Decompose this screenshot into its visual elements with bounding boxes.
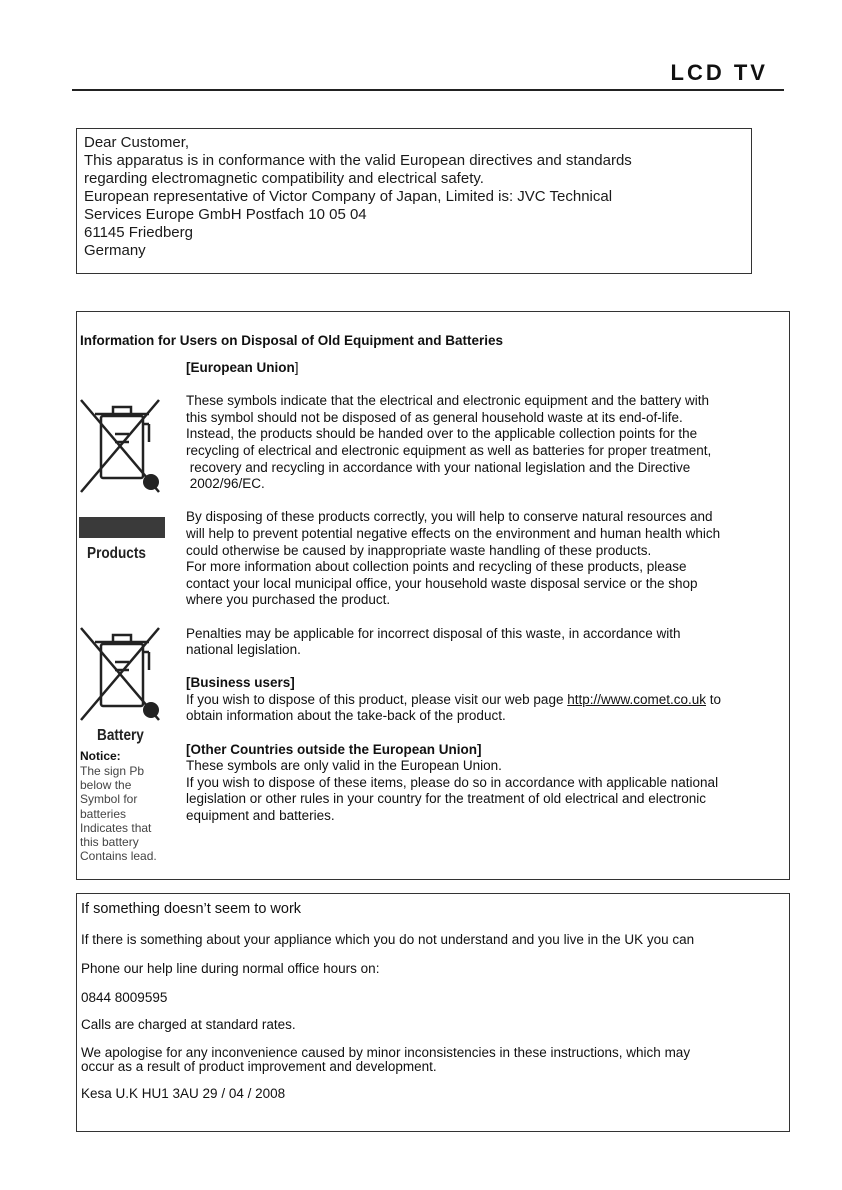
eu-para2-line: contact your local municipal office, your household waste disposal service or the shop xyxy=(186,575,698,591)
other-line: equipment and batteries. xyxy=(186,808,335,824)
notice-line: Symbol for xyxy=(80,792,138,807)
notice-line: The sign Pb xyxy=(80,764,145,778)
header-rule xyxy=(72,89,784,91)
notice-body xyxy=(80,764,157,863)
business-line xyxy=(186,692,790,709)
customer-line: European representative of Victor Company of Japan, Limited is: JVC Technical xyxy=(84,188,613,205)
other-line: These symbols are only valid in the European Union. xyxy=(186,758,502,774)
notice-line: this battery xyxy=(80,835,139,850)
help-title: If something doesn’t seem to work xyxy=(81,901,302,917)
customer-line: This apparatus is in conformance with the valid European directives and standards xyxy=(84,152,632,169)
other-line: If you wish to dispose of these items, please do so in accordance with applicable national xyxy=(186,774,719,790)
eu-para2-line: where you purchased the product. xyxy=(186,592,391,608)
customer-line: Dear Customer, xyxy=(84,134,190,151)
eu-para2-line: By disposing of these products correctly, you will help to conserve natural resources and xyxy=(186,509,713,525)
notice-line: below the xyxy=(80,778,132,793)
help-line: Calls are charged at standard rates. xyxy=(81,1017,296,1032)
eu-para1-line: Instead, the products should be handed over to the applicable collection points for the xyxy=(186,426,698,442)
help-line: If there is something about your appliance which you do not understand and you live in the UK you can xyxy=(81,932,695,947)
business-heading: [Business users] xyxy=(186,675,295,691)
products-black-bar xyxy=(79,517,165,538)
eu-para2-line: For more information about collection points and recycling of these products, please xyxy=(186,559,687,575)
other-countries-heading: [Other Countries outside the European Union] xyxy=(186,741,482,757)
help-box xyxy=(76,893,790,1132)
notice-line: batteries xyxy=(80,806,127,821)
customer-line: Services Europe GmbH Postfach 10 05 04 xyxy=(84,206,367,223)
disposal-title: Information for Users on Disposal of Old Equipment and Batteries xyxy=(80,333,504,348)
customer-line: 61145 Friedberg xyxy=(84,224,193,241)
eu-para1-line: recovery and recycling in accordance with your national legislation and the Directive xyxy=(186,459,691,475)
disposal-body xyxy=(186,360,790,825)
notice-line: Indicates that xyxy=(80,820,152,835)
eu-heading-text: [European Union xyxy=(186,360,295,375)
customer-line: regarding electromagnetic compatibility and electrical safety. xyxy=(84,170,484,187)
help-line: occur as a result of product improvement and development. xyxy=(81,1059,437,1074)
page-title: LCD TV xyxy=(670,60,768,85)
help-reference: Kesa U.K HU1 3AU 29 / 04 / 2008 xyxy=(81,1086,286,1101)
business-url-link[interactable]: http://www.comet.co.uk xyxy=(567,691,707,707)
disposal-info-box xyxy=(76,311,790,880)
help-line: Phone our help line during normal office hours on: xyxy=(81,961,380,976)
eu-para1-line: These symbols indicate that the electrical and electronic equipment and the battery with xyxy=(186,393,710,409)
crossed-bin-icon xyxy=(79,624,165,729)
eu-para2-line: will help to prevent potential negative effects on the environment and human health which xyxy=(186,525,721,541)
notice-title: Notice: xyxy=(80,749,121,763)
eu-para1-line: 2002/96/EC. xyxy=(186,476,265,492)
eu-para3-line: Penalties may be applicable for incorrect disposal of this waste, in accordance with xyxy=(186,625,681,641)
customer-notice-box xyxy=(76,128,752,274)
notice-line: Contains lead. xyxy=(80,849,157,864)
business-line: obtain information about the take-back of the product. xyxy=(186,708,506,724)
eu-para2-line: could otherwise be caused by inappropriate waste handling of these products. xyxy=(186,542,652,558)
help-line: We apologise for any inconvenience caused by minor inconsistencies in these instructions, which may xyxy=(81,1045,691,1060)
customer-line: Germany xyxy=(84,242,146,259)
products-label: Products xyxy=(87,545,146,562)
business-line-prefix: If you wish to dispose of this product, please visit our web page xyxy=(186,691,568,707)
crossed-bin-icon xyxy=(79,396,165,501)
eu-para1-line: this symbol should not be disposed of as general household waste at its end-of-life. xyxy=(186,409,683,425)
eu-para1-line: recycling of electrical and electronic equipment as well as batteries for proper treatment, xyxy=(186,442,712,458)
eu-para3-line: national legislation. xyxy=(186,642,301,658)
eu-heading-bracket: ] xyxy=(294,360,299,375)
eu-heading xyxy=(186,360,790,377)
battery-label: Battery xyxy=(97,727,144,744)
other-line: legislation or other rules in your country for the treatment of old electrical and electronic xyxy=(186,791,707,807)
business-line-suffix: to xyxy=(706,691,722,707)
help-phone: 0844 8009595 xyxy=(81,990,168,1005)
